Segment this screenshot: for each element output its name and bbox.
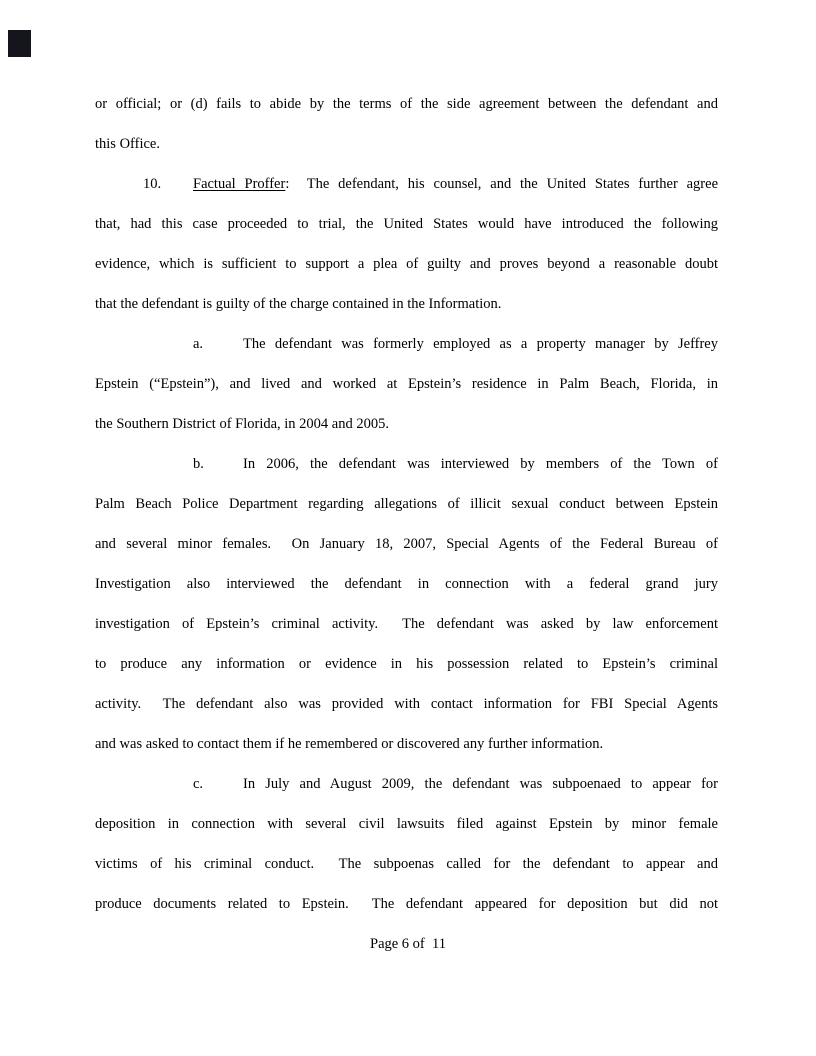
text-line [95,124,718,164]
body-text: that the defendant is guilty of the charge contained in the Information. [95,296,502,312]
paragraph-letter: c. [193,776,204,792]
body-text: In 2006, the defendant was interviewed by members of the Town of [243,456,718,472]
text-line [95,84,718,124]
paragraph-letter: b. [193,456,204,472]
body-text: investigation of Epstein’s criminal activity. The defendant was asked by law enforcement [95,616,718,632]
body-text: deposition in connection with several civil lawsuits filed against Epstein by minor female [95,816,718,832]
text-line [95,564,718,604]
text-line [95,444,718,484]
text-line [95,524,718,564]
text-line [95,884,718,924]
body-text: evidence, which is sufficient to support a plea of guilty and proves beyond a reasonable doubt [95,256,718,272]
text-line [95,844,718,884]
page-number-footer: Page 6 of 11 [370,936,446,952]
body-text: produce documents related to Epstein. The defendant appeared for deposition but did not [95,896,718,912]
body-text: or official; or (d) fails to abide by the terms of the side agreement between the defendant and [95,96,718,112]
body-text: Investigation also interviewed the defendant in connection with a federal grand jury [95,576,718,592]
text-line [95,604,718,644]
body-text: and was asked to contact them if he remembered or discovered any further information. [95,736,604,752]
body-text: this Office. [95,136,160,152]
text-line [95,804,718,844]
body-text: to produce any information or evidence in his possession related to Epstein’s criminal [95,656,718,672]
body-text: the Southern District of Florida, in 2004 and 2005. [95,416,389,432]
text-line [95,164,718,204]
text-line [95,724,718,764]
body-text: victims of his criminal conduct. The subpoenas called for the defendant to appear and [95,856,718,872]
body-text: activity. The defendant also was provided with contact information for FBI Special Agents [95,696,718,712]
body-text: Palm Beach Police Department regarding allegations of illicit sexual conduct between Epstein [95,496,718,512]
text-line [95,324,718,364]
paragraph-letter: a. [193,336,204,352]
document-body [95,84,718,924]
text-line [95,364,718,404]
paragraph-number: 10. [143,176,162,192]
body-text: and several minor females. On January 18, 2007, Special Agents of the Federal Bureau of [95,536,718,552]
scan-artifact-mark [8,30,31,57]
text-line [95,284,718,324]
body-text: : The defendant, his counsel, and the United States further agree [285,176,719,192]
section-heading: Factual Proffer [193,176,286,192]
body-text: Epstein (“Epstein”), and lived and worked at Epstein’s residence in Palm Beach, Florida, in [95,376,718,392]
text-line [95,764,718,804]
text-line [95,404,718,444]
text-line [95,684,718,724]
body-text: In July and August 2009, the defendant was subpoenaed to appear for [243,776,718,792]
text-line [95,204,718,244]
text-line [95,484,718,524]
text-line [95,244,718,284]
text-line [95,644,718,684]
body-text: The defendant was formerly employed as a property manager by Jeffrey [243,336,718,352]
body-text: that, had this case proceeded to trial, the United States would have introduced the following [95,216,718,232]
